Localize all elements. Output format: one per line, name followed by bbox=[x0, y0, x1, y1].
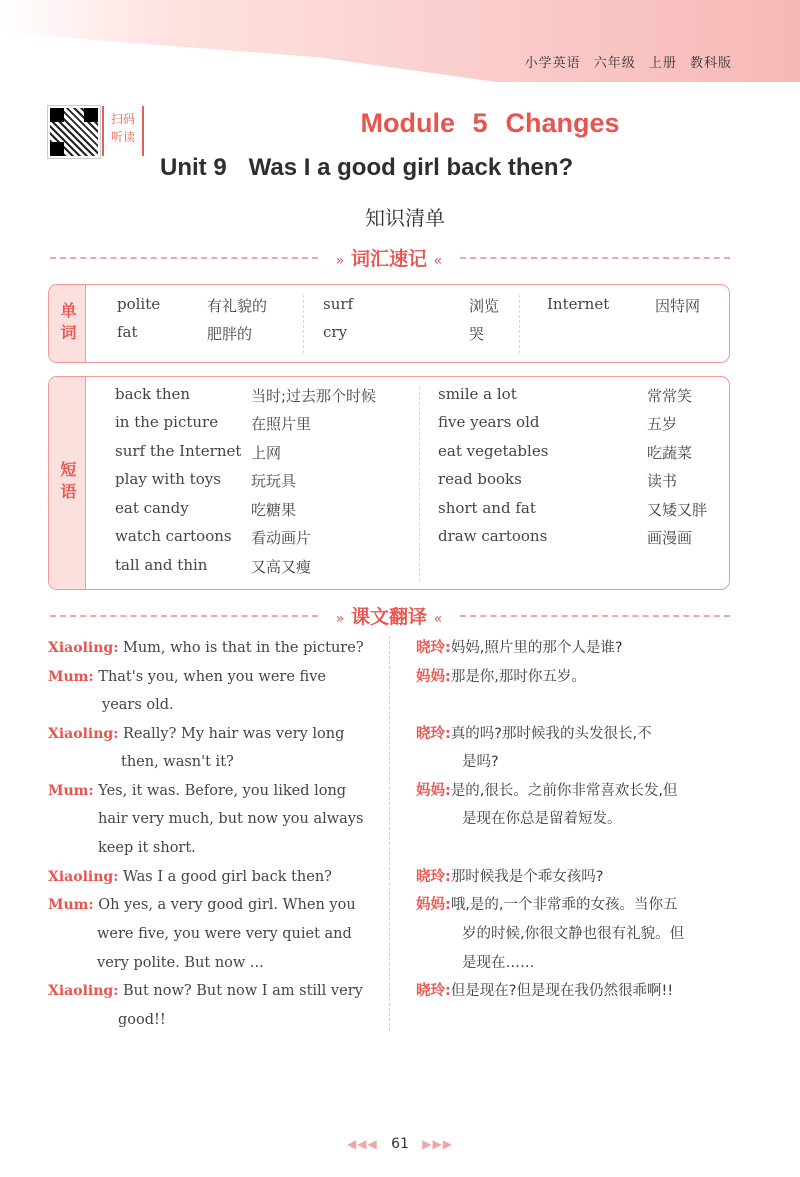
dialogue-cn-line: 晓玲:妈妈,照片里的那个人是谁? bbox=[416, 640, 623, 656]
phrase-cn: 读书 bbox=[647, 472, 678, 490]
phrase-cn: 常常笑 bbox=[647, 387, 693, 405]
speaker-name: 晓玲 bbox=[416, 869, 445, 885]
dialogue-en-line: Xiaoling: Was I a good girl back then? bbox=[48, 869, 332, 885]
line-text: Yes, it was. Before, you liked long bbox=[98, 783, 347, 799]
dialogue-en-cont: good!! bbox=[118, 1012, 166, 1028]
knowledge-title: 知识清单 bbox=[365, 206, 445, 230]
word-en: polite bbox=[117, 295, 161, 313]
word-en: Internet bbox=[547, 295, 610, 313]
dialogue-cn-line: 晓玲:但是现在?但是现在我仍然很乖啊!! bbox=[416, 983, 674, 999]
page-number: 61 bbox=[391, 1136, 409, 1152]
word-cn: 有礼貌的 bbox=[207, 297, 268, 315]
phrase-cn: 五岁 bbox=[647, 415, 678, 433]
phrase-en: tall and thin bbox=[115, 556, 208, 574]
phrase-en: five years old bbox=[438, 413, 540, 431]
translation-section-title: 课文翻译 bbox=[350, 606, 427, 628]
dialogue-cn-cont: 是现在…… bbox=[462, 955, 535, 971]
dialogue-en-cont: years old. bbox=[102, 697, 174, 713]
line-text: 妈妈,照片里的那个人是谁? bbox=[450, 640, 623, 656]
phrases-label bbox=[49, 377, 86, 589]
vocab-section-title: 词汇速记 bbox=[350, 248, 427, 270]
scan-text-1: 扫码 bbox=[110, 112, 135, 126]
speaker-name: Mum bbox=[48, 783, 89, 799]
dialogue-cn-cont: 是吗? bbox=[462, 754, 499, 770]
phrase-cn: 吃蔬菜 bbox=[647, 444, 693, 462]
dialogue-cn-line: 妈妈:哦,是的,一个非常乖的女孩。当你五 bbox=[416, 897, 678, 913]
phrase-cn: 当时;过去那个时候 bbox=[251, 387, 377, 405]
phrases-label-text: 短语 bbox=[58, 461, 77, 505]
dialogue-en-line: Mum: Yes, it was. Before, you liked long bbox=[48, 783, 347, 799]
phrase-en: eat candy bbox=[115, 499, 189, 517]
dialogue-en-line: Xiaoling: Really? My hair was very long bbox=[48, 726, 345, 742]
phrase-en: surf the Internet bbox=[115, 442, 242, 460]
dialogue-en-line: Xiaoling: But now? But now I am still very bbox=[48, 983, 363, 999]
speaker-name: 晓玲 bbox=[416, 640, 445, 656]
dialogue-cn-line: 妈妈:那是你,那时你五岁。 bbox=[416, 669, 586, 685]
unit-title-text: Was I a good girl back then? bbox=[248, 154, 574, 181]
phrases-box bbox=[48, 376, 730, 590]
speaker-name: 晓玲 bbox=[416, 983, 445, 999]
line-text: Really? My hair was very long bbox=[122, 726, 345, 742]
next-arrows-icon: ▶▶▶ bbox=[422, 1137, 453, 1151]
dialogue-en-line: Mum: That's you, when you were five bbox=[48, 669, 326, 685]
speaker-name: Mum bbox=[48, 897, 89, 913]
word-cn: 哭 bbox=[469, 325, 485, 343]
dialogue-cn-line: 晓玲:真的吗?那时候我的头发很长,不 bbox=[416, 726, 652, 742]
line-text: But now? But now I am still very bbox=[122, 983, 363, 999]
speaker-name: Xiaoling bbox=[48, 640, 114, 656]
translation-section-header: » 课文翻译 « bbox=[50, 604, 730, 628]
line-text: 那是你,那时你五岁。 bbox=[450, 669, 586, 685]
unit-label: Unit 9 bbox=[160, 154, 227, 181]
line-text: Was I a good girl back then? bbox=[122, 869, 332, 885]
line-text: Oh yes, a very good girl. When you bbox=[98, 897, 356, 913]
dialogue-cn-cont: 是现在你总是留着短发。 bbox=[462, 811, 622, 827]
line-text: 哦,是的,一个非常乖的女孩。当你五 bbox=[450, 897, 678, 913]
phrase-en: eat vegetables bbox=[438, 442, 549, 460]
speaker-name: Xiaoling bbox=[48, 869, 114, 885]
phrase-en: back then bbox=[115, 385, 191, 403]
phrase-cn: 玩玩具 bbox=[251, 472, 297, 490]
phrase-cn: 看动画片 bbox=[251, 529, 312, 547]
speaker-name: 晓玲 bbox=[416, 726, 445, 742]
speaker-name: Xiaoling bbox=[48, 726, 114, 742]
phrase-en: short and fat bbox=[438, 499, 536, 517]
dialogue-cn-cont: 岁的时候,你很文静也很有礼貌。但 bbox=[462, 926, 685, 942]
dialogue-en-cont: very polite. But now ... bbox=[97, 955, 264, 971]
line-text: 但是现在?但是现在我仍然很乖啊!! bbox=[450, 983, 674, 999]
dialogue-en-cont: keep it short. bbox=[98, 840, 196, 856]
speaker-name: Xiaoling bbox=[48, 983, 114, 999]
dialogue-en-line: Xiaoling: Mum, who is that in the picture? bbox=[48, 640, 364, 656]
module-label: Module 5 bbox=[360, 108, 488, 138]
phrase-cn: 上网 bbox=[251, 444, 282, 462]
line-text: That's you, when you were five bbox=[98, 669, 326, 685]
phrase-en: watch cartoons bbox=[115, 527, 232, 545]
line-text: 是的,很长。之前你非常喜欢长发,但 bbox=[450, 783, 678, 799]
phrase-cn: 在照片里 bbox=[251, 415, 312, 433]
phrase-cn: 画漫画 bbox=[647, 529, 693, 547]
phrase-en: read books bbox=[438, 470, 522, 488]
line-text: Mum, who is that in the picture? bbox=[122, 640, 364, 656]
vocab-section-header: » 词汇速记 « bbox=[50, 246, 730, 270]
phrase-en: play with toys bbox=[115, 470, 221, 488]
speaker-name: 妈妈 bbox=[416, 669, 445, 685]
scan-text-2: 听读 bbox=[110, 130, 135, 144]
word-cn: 因特网 bbox=[655, 297, 701, 315]
dialogue-en-cont: were five, you were very quiet and bbox=[97, 926, 352, 942]
phrase-en: smile a lot bbox=[438, 385, 517, 403]
dialogue-en-line: Mum: Oh yes, a very good girl. When you bbox=[48, 897, 356, 913]
prev-arrows-icon: ◀◀◀ bbox=[347, 1137, 378, 1151]
speaker-name: 妈妈 bbox=[416, 783, 445, 799]
unit-title bbox=[160, 154, 573, 182]
phrase-en: in the picture bbox=[115, 413, 219, 431]
dialogue-cn-line: 晓玲:那时候我是个乖女孩吗? bbox=[416, 869, 604, 885]
word-en: surf bbox=[323, 295, 354, 313]
line-text: 真的吗?那时候我的头发很长,不 bbox=[450, 726, 652, 742]
words-label bbox=[49, 285, 86, 362]
module-title bbox=[0, 108, 800, 139]
dialogue-en-cont: then, wasn't it? bbox=[121, 754, 234, 770]
phrase-cn: 吃糖果 bbox=[251, 501, 297, 519]
word-cn: 浏览 bbox=[469, 297, 500, 315]
word-cn: 肥胖的 bbox=[207, 325, 253, 343]
book-series: 小学英语 六年级 上册 教科版 bbox=[524, 56, 732, 71]
words-label-text: 单词 bbox=[58, 301, 77, 346]
module-subtitle: Changes bbox=[505, 108, 620, 138]
phrase-cn: 又矮又胖 bbox=[647, 501, 708, 519]
word-en: fat bbox=[117, 323, 138, 341]
word-en: cry bbox=[323, 323, 348, 341]
speaker-name: Mum bbox=[48, 669, 89, 685]
phrase-cn: 又高又瘦 bbox=[251, 558, 312, 576]
line-text: 那时候我是个乖女孩吗? bbox=[450, 869, 604, 885]
page-footer bbox=[0, 1136, 800, 1152]
dialogue-en-cont: hair very much, but now you always bbox=[98, 811, 364, 827]
words-box bbox=[48, 284, 730, 363]
dialogue-cn-line: 妈妈:是的,很长。之前你非常喜欢长发,但 bbox=[416, 783, 678, 799]
phrase-en: draw cartoons bbox=[438, 527, 548, 545]
speaker-name: 妈妈 bbox=[416, 897, 445, 913]
